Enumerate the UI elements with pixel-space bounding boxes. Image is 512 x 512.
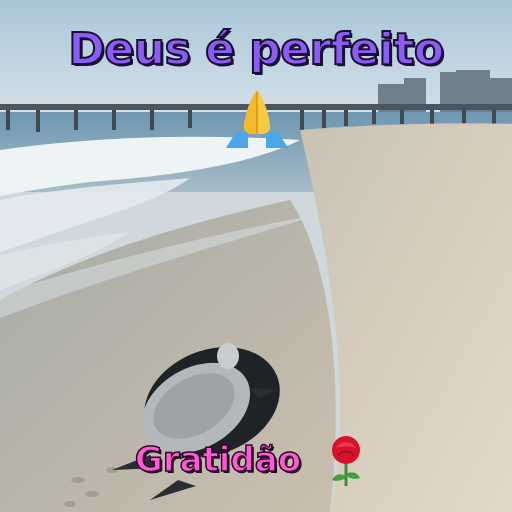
title-caption: Deus é perfeito — [68, 24, 444, 75]
rose-icon — [326, 434, 366, 488]
praying-hands-icon — [224, 86, 290, 152]
subtitle-caption: Gratidão — [134, 440, 302, 480]
